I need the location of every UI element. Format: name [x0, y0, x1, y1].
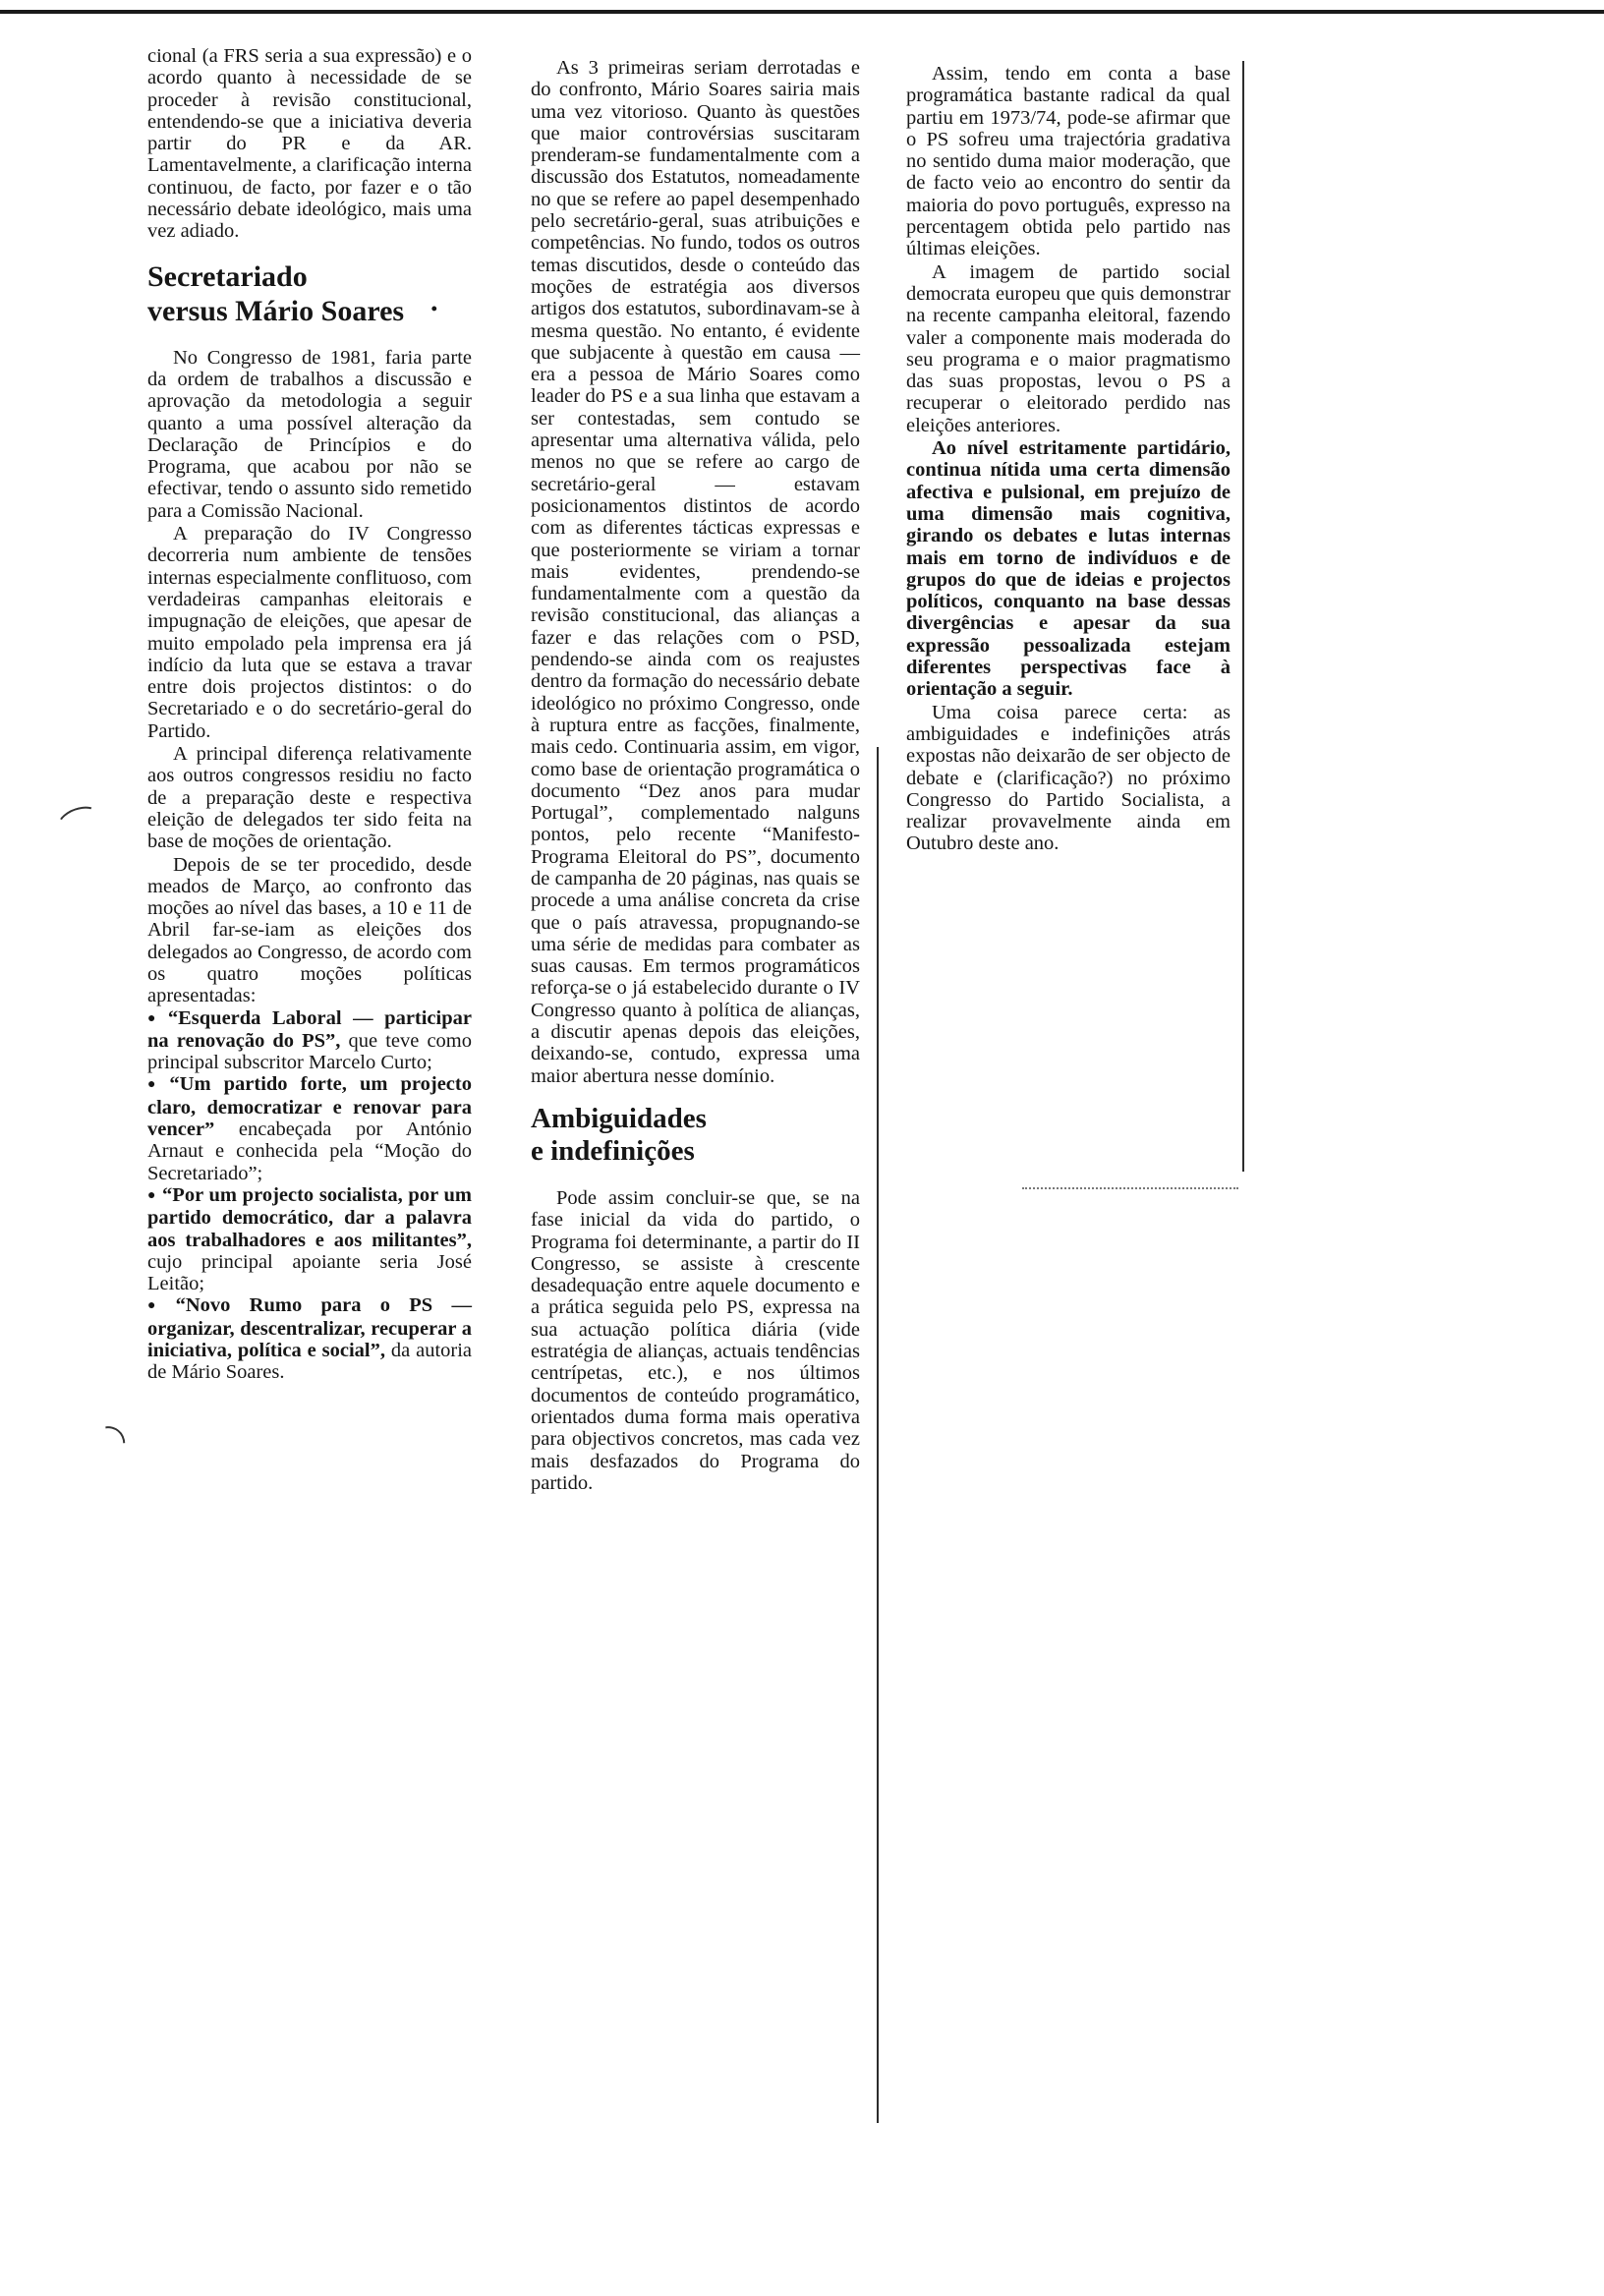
col1-paragraph-3: A preparação do IV Congresso decorreria num ambiente de tensões internas especialmente conflituoso, com verdadeiras campanhas eleitorais e impugnação de eleições, que apesar de muito empolado pela imprensa era já indício da luta que se estava a travar entre dois projectos distintos: o do Secretariado e o do secretário-geral do Partido.	[147, 523, 472, 742]
bullet-icon: ●	[147, 1077, 164, 1093]
col3-paragraph-3: Ao nível estritamente partidário, continua nítida uma certa dimensão afectiva e pulsional, em prejuízo de uma dimensão mais cognitiva, girando os debates e lutas internas mais em torno de indivíduos e de grupos do que de ideias e projectos políticos, conquanto na base dessas divergências e apesar da sua expressão pessoalizada estejam diferentes perspectivas face à orientação a seguir.	[906, 437, 1231, 701]
col3-paragraph-1: Assim, tendo em conta a base programática bastante radical da qual partiu em 1973/74, pode-se afirmar que o PS sofreu uma trajectória gradativa no sentido duma maior moderação, que de facto veio ao encontro do sentir da maioria do povo português, expresso na percentagem obtida pelo partido nas últimas eleições.	[906, 63, 1231, 260]
col1-paragraph-4: A principal diferença relativamente aos outros congressos residiu no facto de a preparação deste e respectiva eleição de delegados ter sido feita na base de moções de orientação.	[147, 743, 472, 853]
col3-paragraph-2: A imagem de partido social democrata europeu que quis demonstrar na recente campanha eleitoral, fazendo valer a componente mais moderada do seu programa e o maior pragmatismo das suas propostas, levou o PS a recuperar o eleitorado perdido nas eleições anteriores.	[906, 260, 1231, 436]
scan-blemish-hook	[77, 1418, 133, 1475]
article-column-3	[906, 63, 1231, 855]
motion-2-desc: encabeçada por António Arnaut e conhecida pela “Moção do Secretariado”;	[147, 1119, 472, 1184]
bullet-icon: ●	[147, 1010, 162, 1026]
section-heading-ambiguidades	[531, 1103, 860, 1168]
col3-paragraph-4: Uma coisa parece certa: as ambiguidades e indefinições atrás expostas não deixarão de ser objecto de debate e (clarificação?) no próximo Congresso do Partido Socialista, a realizar provavelmente ainda em Outubro deste ano.	[906, 701, 1231, 855]
column-rule-2-right	[877, 747, 879, 2123]
motion-4-title: “Novo Rumo para o PS — organizar, descentralizar, recuperar a iniciativa, política e social”,	[147, 1294, 472, 1362]
heading-line-2: versus Mário Soares	[147, 294, 405, 327]
motion-item-3	[147, 1184, 472, 1294]
motion-1-title: “Esquerda Laboral — participar na renovação do PS”,	[147, 1006, 472, 1052]
top-border-rule	[0, 10, 1604, 14]
col1-paragraph-5: Depois de se ter procedido, desde meados de Março, ao confronto das moções ao nível das bases, a 10 e 11 de Abril far-se-iam as eleições dos delegados ao Congresso, de acordo com os quatro moções políticas apresentadas:	[147, 853, 472, 1007]
heading-line-1: Ambiguidades	[531, 1102, 707, 1134]
heading-line-2: e indefinições	[531, 1134, 695, 1167]
col2-paragraph-2: Pode assim concluir-se que, se na fase inicial da vida do partido, o Programa foi determinante, a partir do II Congresso, se assiste à crescente desadequação entre aquele documento e a prática seguida pelo PS, expressa na sua actuação política diária (vide estratégia de alianças, actuais tendências centrípetas, etc.), e nos últimos documentos de conteúdo programático, orientados duma forma mais operativa para objectivos concretos, mas cada vez mais desfazados do Programa do partido.	[531, 1186, 860, 1494]
motion-item-4	[147, 1294, 472, 1383]
column-3-end-dots	[1022, 1187, 1238, 1190]
heading-line-1: Secretariado	[147, 259, 308, 293]
motion-item-1	[147, 1007, 472, 1074]
col1-paragraph-2: No Congresso de 1981, faria parte da ordem de trabalhos a discussão e aprovação da metodologia a seguir quanto a uma possível alteração da Declaração de Princípios e do Programa, que acabou por não se efectivar, tendo o assunto sido remetido para a Comissão Nacional.	[147, 346, 472, 522]
heading-bullet-mark: •	[430, 298, 437, 318]
motion-4-desc: da autoria de Mário Soares.	[147, 1340, 473, 1384]
motion-2-title: “Um partido forte, um projecto claro, democratizar e renovar para vencer”	[147, 1073, 472, 1141]
column-rule-3-right	[1242, 61, 1244, 1172]
article-column-1	[147, 45, 472, 1384]
col2-paragraph-1: As 3 primeiras seriam derrotadas e do confronto, Mário Soares sairia mais uma vez vitorioso. Quanto às questões que maior controvérsias suscitaram prenderam-se fundamentalmente com a discussão dos Estatutos, nomeadamente no que se refere ao papel desempenhado pelo secretário-geral, suas atribuições e competências. No fundo, todos os outros temas discutidos, desde o conteúdo das moções de estratégia aos diversos artigos dos estatutos, subordinavam-se à mesma questão. No entanto, é evidente que subjacente à questão em causa — era a pessoa de Mário Soares como leader do PS e a sua linha que estavam a ser contestadas, sem contudo se apresentar uma alternativa válida, pelo menos no que se refere ao cargo de secretário-geral — estavam posicionamentos distintos de acordo com as diferentes tácticas expressas e que posteriormente se viriam a tornar mais evidentes, prendendo-se fundamentalmente com a questão da revisão constitucional, das alianças a fazer e das relações com o PSD, pendendo-se ainda com os reajustes dentro da formação do necessário debate ideológico no próximo Congresso, onde à ruptura entre as facções, finalmente, mais cedo. Continuaria assim, em vigor, como base de orientação programática o documento “Dez anos para mudar Portugal”, complementado nalguns pontos, pelo recente “Manifesto-Programa Eleitoral do PS”, documento de campanha de 20 páginas, nas quais se procede a uma análise concreta da crise que o país atravessa, propugnando-se uma série de medidas para combater as suas causas. Em termos programáticos reforça-se o já estabelecido durante o IV Congresso quanto à política de alianças, a discutir apenas depois das eleições, deixando-se, contudo, expressa uma maior abertura nesse domínio.	[531, 57, 860, 1087]
section-heading-secretariado	[147, 260, 472, 327]
motion-3-desc: cujo principal apoiante seria José Leitão;	[147, 1250, 472, 1295]
bullet-icon: ●	[147, 1298, 170, 1314]
scan-blemish-left	[54, 801, 103, 839]
motion-1-desc: que teve como principal subscritor Marcelo Curto;	[147, 1029, 472, 1074]
motion-item-2	[147, 1073, 472, 1183]
article-column-2	[531, 57, 860, 1494]
motion-3-title: “Por um projecto socialista, por um partido democrático, dar a palavra aos trabalhadores e aos militantes”,	[147, 1183, 472, 1251]
motions-list	[147, 1007, 472, 1384]
col1-paragraph-1: cional (a FRS seria a sua expressão) e o acordo quanto à necessidade de se proceder à revisão constitucional, entendendo-se que a iniciativa deveria partir do PR e da AR. Lamentavelmente, a clarificação interna continuou, de facto, por fazer e o tão necessário debate ideológico, mais uma vez adiado.	[147, 45, 472, 243]
bullet-icon: ●	[147, 1187, 157, 1203]
